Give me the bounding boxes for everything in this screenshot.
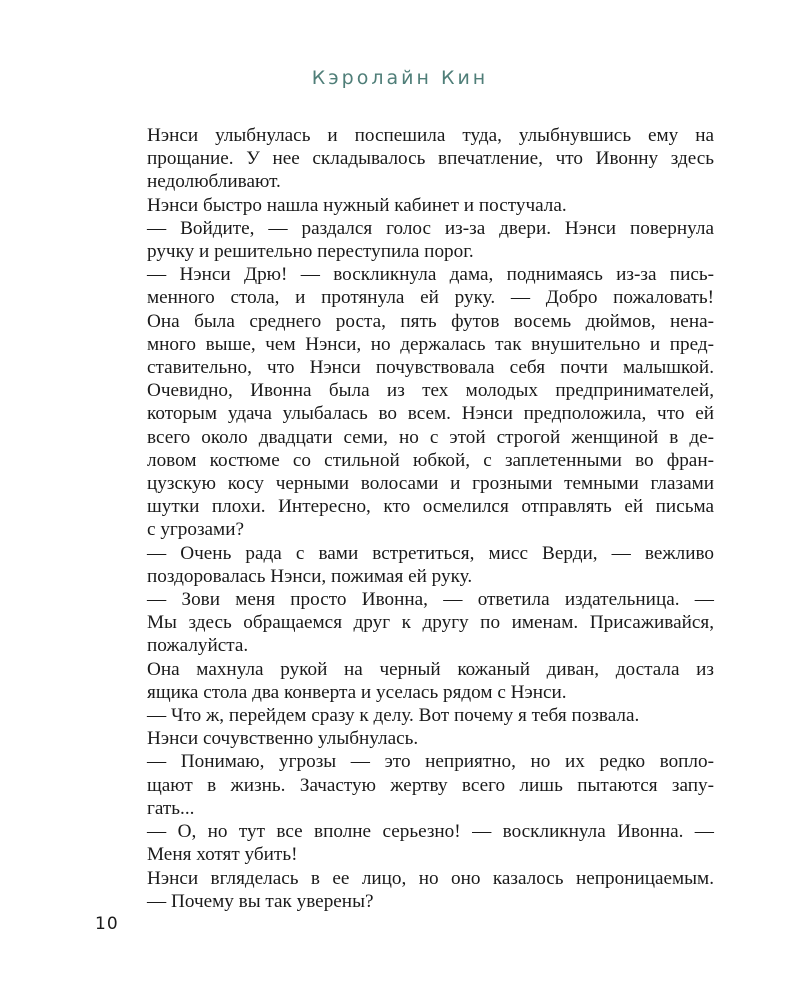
text-line: недолюбливают. [147, 171, 281, 193]
text-line: поздоровалась Нэнси, пожимая ей руку. [147, 565, 473, 587]
body-text [147, 124, 714, 913]
text-line: гать... [147, 797, 195, 819]
running-header: Кэролайн Кин [311, 67, 489, 89]
text-line: пожалуйста. [147, 635, 249, 657]
text-line: — Очень рада с вами встретиться, мисс Верди, — вежливо [147, 542, 714, 564]
text-line: Нэнси улыбнулась и поспешила туда, улыбнувшись ему на [147, 125, 714, 146]
text-line: — Что ж, перейдем сразу к делу. Вот почему я тебя позвала. [147, 705, 640, 727]
text-line: щают в жизнь. Зачастую жертву всего лишь пытаются запу- [147, 774, 714, 796]
text-line: ящика стола два конверта и уселась рядом с Нэнси. [147, 681, 567, 703]
text-line: которым удача улыбалась во всем. Нэнси предположила, что ей [147, 403, 714, 425]
text-line: Очевидно, Ивонна была из тех молодых предпринимателей, [147, 380, 714, 402]
text-line: Нэнси быстро нашла нужный кабинет и постучала. [147, 194, 567, 216]
text-line: ручку и решительно переступила порог. [147, 241, 474, 263]
text-line: — Войдите, — раздался голос из-за двери. Нэнси повернула [147, 217, 714, 239]
text-line: Нэнси вгляделась в ее лицо, но оно казалось непроницаемым. [147, 867, 714, 889]
text-line: — Нэнси Дрю! — воскликнула дама, поднимаясь из-за пись- [147, 264, 714, 286]
text-line: ставительно, что Нэнси почувствовала себя почти малышкой. [147, 357, 714, 379]
text-line: с угрозами? [147, 519, 244, 541]
text-line: всего около двадцати семи, но с этой строгой женщиной в де- [147, 426, 714, 448]
text-line: Она махнула рукой на черный кожаный диван, достала из [147, 658, 714, 680]
text-line: Она была среднего роста, пять футов восемь дюймов, нена- [147, 310, 714, 332]
text-line: много выше, чем Нэнси, но держалась так внушительно и пред- [147, 333, 714, 355]
text-line: Меня хотят убить! [147, 844, 298, 866]
text-line: — Понимаю, угрозы — это неприятно, но их редко вопло- [147, 751, 714, 773]
text-line: — Почему вы так уверены? [147, 890, 374, 912]
text-line: ловом костюме со стильной юбкой, с заплетенными во фран- [147, 449, 714, 471]
text-line: прощание. У нее складывалось впечатление, что Ивонну здесь [147, 148, 714, 170]
text-line: Нэнси сочувственно улыбнулась. [147, 728, 419, 750]
page-number: 10 [95, 914, 119, 934]
text-line: менного стола, и протянула ей руку. — Добро пожаловать! [147, 287, 714, 309]
text-line: — Зови меня просто Ивонна, — ответила издательница. — [147, 589, 714, 611]
text-line: — О, но тут все вполне серьезно! — воскликнула Ивонна. — [147, 821, 714, 843]
text-line: цузскую косу черными волосами и грозными темными глазами [147, 473, 714, 495]
text-line: шутки плохи. Интересно, кто осмелился отправлять ей письма [147, 496, 714, 518]
text-line: Мы здесь обращаемся друг к другу по именам. Присаживайся, [147, 612, 714, 634]
